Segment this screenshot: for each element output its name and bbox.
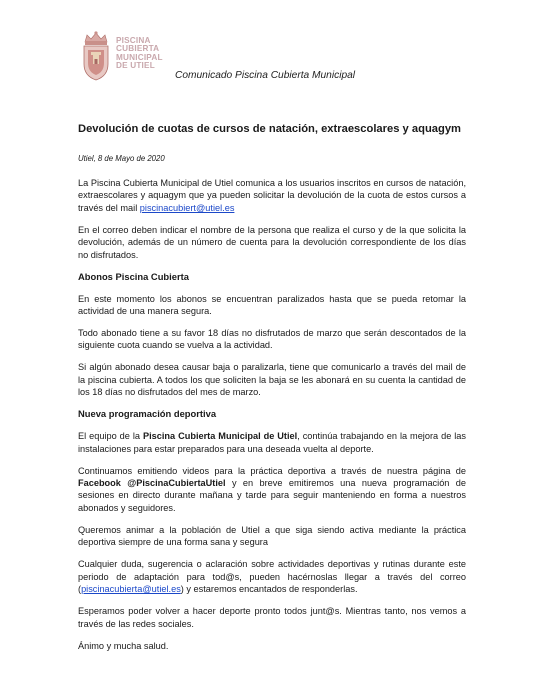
contact-email-link[interactable]: piscinacubierta@utiel.es	[81, 584, 181, 595]
header-title: Comunicado Piscina Cubierta Municipal	[175, 70, 356, 81]
paragraph-closing: Esperamos poder volver a hacer deporte pronto todos junt@s. Mientras tanto, nos vemos a través de las redes sociales.	[78, 606, 466, 629]
email-link[interactable]: piscinacubiert@utiel.es	[139, 202, 235, 213]
paragraph-signoff: Ánimo y mucha salud.	[78, 640, 169, 651]
paragraph-request-details: En el correo deben indicar el nombre de la persona que realiza el curso y de la que solicita la devolución, además de un número de cuenta para la devolución correspondiente de los días no disfrutados.	[78, 224, 466, 260]
document-date: Utiel, 8 de Mayo de 2020	[78, 154, 165, 163]
heading-abonos: Abonos Piscina Cubierta	[78, 270, 189, 282]
heading-programacion: Nueva programación deportiva	[78, 408, 217, 420]
paragraph-intro: La Piscina Cubierta Municipal de Utiel comunica a los usuarios inscritos en cursos de natación, extraescolares y aquagym que ya pueden solicitar la devolución de la cuota de estos cursos a través del mail piscinacubiert@utiel.es	[78, 178, 466, 213]
paragraph-encourage: Queremos animar a la población de Utiel a que siga siendo activa mediante la práctica deportiva siempre de una forma sana y segura	[78, 524, 466, 548]
logo-wordmark: PISCINA CUBIERTA MUNICIPAL DE UTIEL	[116, 36, 163, 71]
paragraph-abonos-baja: Si algún abonado desea causar baja o paralizarla, tiene que comunicarlo a través del mail de la piscina cubierta. A todos los que soliciten la baja se les abonará en su cuenta la cantidad de los 18 días no disfrutados del mes de marzo.	[78, 362, 466, 398]
paragraph-team: El equipo de la Piscina Cubierta Municipal de Utiel, continúa trabajando en la mejora de las instalaciones para estar preparados para una deseada vuelta al deporte.	[78, 431, 466, 454]
paragraph-contact: Cualquier duda, sugerencia o aclaración sobre actividades deportivas y rutinas durante este periodo de adaptación para tod@s, pueden hacérnoslas llegar a través del correo (piscinacubierta@utiel.es) y estaremos encantados de responderlas.	[78, 559, 466, 595]
paragraph-abonos-paused: En este momento los abonos se encuentran paralizados hasta que se pueda retomar la actividad de una manera segura.	[78, 293, 466, 317]
document-title: Devolución de cuotas de cursos de natación, extraescolares y aquagym	[78, 123, 462, 135]
paragraph-abonos-days: Todo abonado tiene a su favor 18 días no disfrutados de marzo que serán descontados de la siguiente cuota cuando se vuelva a la actividad.	[78, 328, 466, 351]
paragraph-videos: Continuamos emitiendo videos para la práctica deportiva a través de nuestra página de Facebook @PiscinaCubiertaUtiel y en breve emitiremos una nueva programación de sesiones en directo durante mañana y tarde para seguir manteniendo en forma a nuestros abonados y seguidores.	[78, 465, 467, 513]
document-body	[78, 122, 466, 662]
letterhead	[78, 30, 518, 86]
coat-of-arms-icon	[78, 30, 114, 82]
